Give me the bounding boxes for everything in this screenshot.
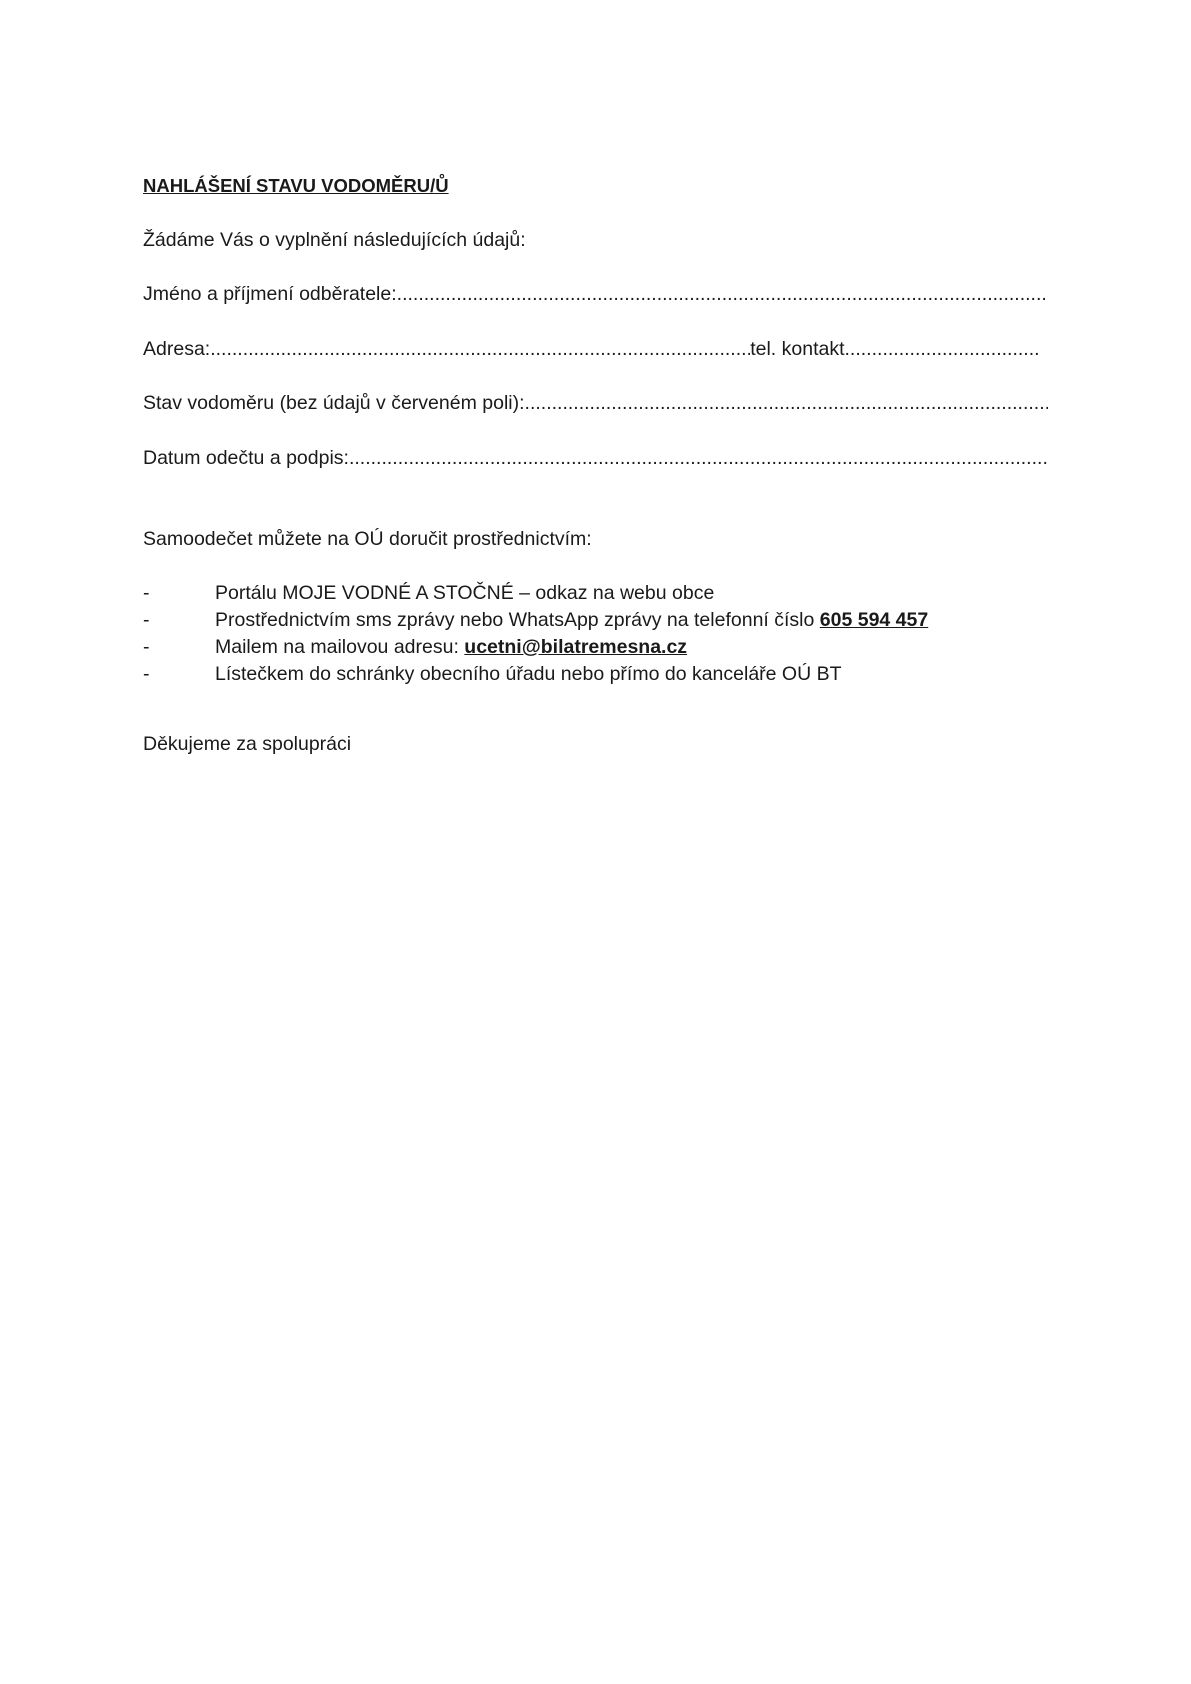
list-item [143, 608, 928, 632]
phone-number: 605 594 457 [819, 609, 929, 631]
list-dash: - [143, 663, 150, 685]
email-link[interactable]: ucetni@bilatremesna.cz [464, 636, 688, 658]
list-item [143, 635, 687, 659]
date-field-blank[interactable] [349, 446, 1048, 470]
phone-field-label: tel. kontakt [750, 338, 845, 360]
address-field-label: Adresa: [143, 338, 211, 360]
list-dash: - [143, 636, 150, 658]
list-dash: - [143, 609, 150, 631]
meter-field[interactable] [143, 391, 1048, 415]
list-item [143, 581, 714, 605]
name-field-label: Jméno a příjmení odběratele: [143, 283, 397, 305]
address-field-blank[interactable] [210, 337, 750, 361]
closing-text: Děkujeme za spolupráci [143, 733, 352, 755]
list-item [143, 662, 842, 686]
list-dash: - [143, 582, 150, 604]
list-item-text: Prostřednictvím sms zprávy nebo WhatsApp zprávy na telefonní číslo [215, 609, 820, 631]
meter-field-label: Stav vodoměru (bez údajů v červeném poli): [143, 392, 525, 414]
document-title: NAHLÁŠENÍ STAVU VODOMĚRU/Ů [143, 175, 449, 196]
delivery-intro: Samoodečet můžete na OÚ doručit prostřednictvím: [143, 528, 592, 550]
name-field[interactable] [143, 282, 1048, 306]
list-item-text: Portálu MOJE VODNÉ A STOČNÉ – odkaz na webu obce [215, 582, 715, 604]
date-signature-field[interactable] [143, 446, 1048, 470]
intro-text: Žádáme Vás o vyplnění následujících údajů: [143, 229, 526, 251]
date-field-label: Datum odečtu a podpis: [143, 447, 349, 469]
phone-field-blank[interactable] [845, 337, 1041, 361]
meter-field-blank[interactable] [525, 391, 1048, 415]
list-item-text: Mailem na mailovou adresu: [215, 636, 465, 658]
address-phone-field[interactable] [143, 337, 1041, 361]
list-item-text: Lístečkem do schránky obecního úřadu nebo přímo do kanceláře OÚ BT [215, 663, 842, 685]
name-field-blank[interactable] [397, 282, 1048, 306]
